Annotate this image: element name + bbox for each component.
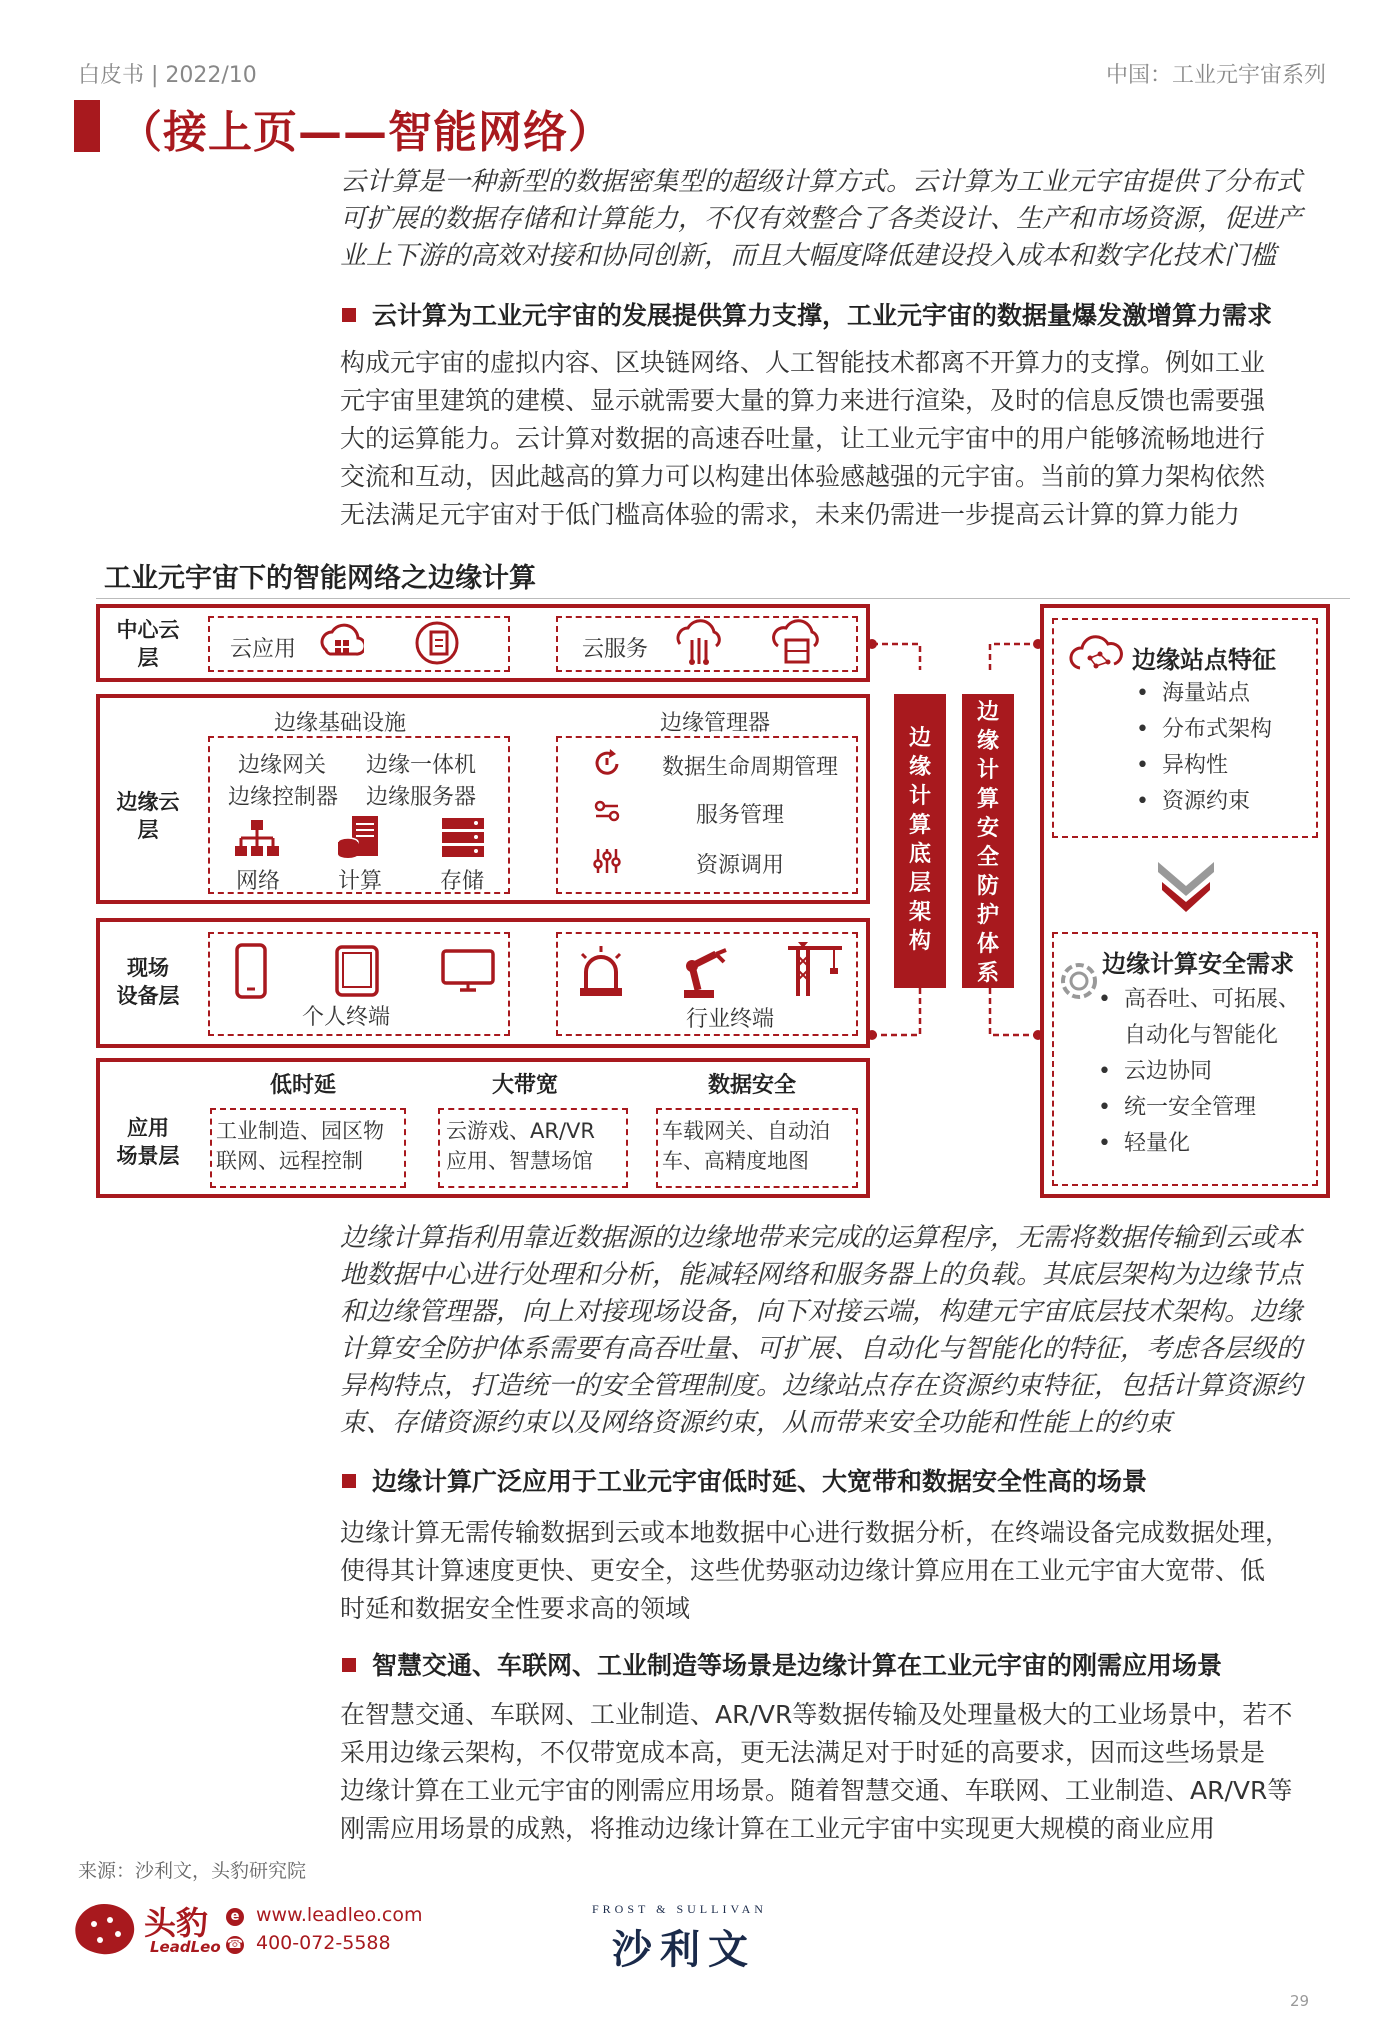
desc-line: 束、存储资源约束以及网络资源约束，从而带来安全功能和性能上的约束 [340, 1408, 1173, 1438]
vbar-char: 算 [908, 813, 931, 838]
security-need-item: 自动化与智能化 [1124, 1023, 1279, 1048]
mgr-item: 服务管理 [696, 803, 785, 828]
para-line: 元宇宙里建筑的建模、显示就需要大量的算力来进行渲染，及时的信息反馈也需要强 [340, 386, 1266, 415]
edge-cloud-icon [1068, 632, 1126, 676]
layer-label-line: 层 [137, 818, 159, 842]
para-line: 使得其计算速度更快、更安全，这些优势驱动边缘计算应用在工业元宇宙大宽带、低 [340, 1556, 1266, 1585]
bullet-heading-3 [342, 1646, 1222, 1682]
phone-number: 400-072-5588 [256, 1932, 391, 1954]
phone-icon: ☎ [226, 1937, 244, 1952]
vbar-char: 防 [976, 874, 999, 899]
app-col-title: 大带宽 [492, 1073, 559, 1098]
para-line: 无法满足元宇宙对于低门槛高体验的需求，未来仍需进一步提高云计算的算力能力 [340, 500, 1241, 529]
layer-label-line: 现场 [127, 956, 169, 980]
cloud-app-icon [318, 620, 364, 666]
security-needs-title: 边缘计算安全需求 [1102, 950, 1294, 978]
intro-line: 可扩展的数据存储和计算能力，不仅有效整合了各类设计、生产和市场资源，促进产 [340, 204, 1303, 234]
bullet-body-3 [340, 1696, 1350, 1848]
intro-line: 云计算是一种新型的数据密集型的超级计算方式。云计算为工业元宇宙提供了分布式 [340, 167, 1303, 197]
robot-arm-icon [676, 942, 732, 1000]
service-icon [592, 796, 622, 826]
vbar-char: 安 [976, 816, 999, 841]
cloud-doc-icon [412, 618, 462, 668]
storage-icon [440, 816, 486, 860]
security-need-item: • 统一安全管理 [1098, 1095, 1257, 1120]
center-cloud-label [100, 616, 196, 672]
fs-logo-cn: 沙利文 [612, 1927, 756, 1973]
vbar-char: 构 [908, 929, 931, 954]
infra-icon-label: 存储 [440, 869, 485, 894]
vbar-char: 底 [908, 842, 931, 867]
para-line: 大的运算能力。云计算对数据的高速吞吐量，让工业元宇宙中的用户能够流畅地进行 [340, 424, 1266, 453]
vbar-char: 全 [976, 845, 999, 870]
app-col-title: 数据安全 [708, 1073, 797, 1098]
security-need-item: • 高吞吐、可拓展、 [1098, 987, 1301, 1012]
bullet-heading-1 [342, 296, 1272, 332]
bullet-body-2 [340, 1514, 1350, 1628]
intro-text [340, 164, 1340, 275]
scenario-line: 工业制造、园区物 [216, 1119, 384, 1143]
cloud-service-label: 云服务 [582, 637, 649, 662]
para-line: 边缘计算无需传输数据到云或本地数据中心进行数据分析，在终端设备完成数据处理， [340, 1518, 1291, 1547]
bullet-square-icon [342, 1474, 356, 1488]
resource-icon [592, 846, 622, 876]
security-system-bar [962, 694, 1014, 988]
security-need-item: • 轻量化 [1098, 1131, 1191, 1156]
desc-line: 边缘计算指利用靠近数据源的边缘地带来完成的运算程序，无需将数据传输到云或本 [340, 1223, 1303, 1253]
app-col-title: 低时延 [270, 1073, 337, 1098]
diagram-title: 工业元宇宙下的智能网络之边缘计算 [104, 563, 536, 594]
industry-terminal-label: 行业终端 [686, 1007, 775, 1032]
cloud-network-icon [672, 618, 726, 668]
site-feature-item: • 资源约束 [1136, 789, 1251, 814]
para-line: 交流和互动，因此越高的算力可以构建出体验感越强的元宇宙。当前的算力架构依然 [340, 462, 1266, 491]
connector-lines [860, 630, 1060, 1050]
infra-icon-label: 计算 [338, 869, 383, 894]
chevron-down-icon [1156, 860, 1216, 914]
vbar-char: 算 [976, 787, 999, 812]
layer-label-line: 设备层 [116, 984, 180, 1008]
vbar-char: 体 [976, 932, 999, 957]
layer-label-line: 场景层 [116, 1144, 180, 1168]
vbar-char: 边 [908, 726, 931, 751]
website-link[interactable]: www.leadleo.com [256, 1904, 423, 1926]
cloud-app-label: 云应用 [230, 637, 297, 662]
site-features-title: 边缘站点特征 [1132, 646, 1276, 674]
fs-logo-text: FROST & SULLIVAN [592, 1902, 767, 1916]
site-feature-item: • 分布式架构 [1136, 717, 1273, 742]
layer-label-line: 边缘云 [116, 790, 180, 814]
vbar-char: 架 [908, 900, 931, 925]
personal-terminal-label: 个人终端 [302, 1005, 391, 1030]
site-feature-item: • 海量站点 [1136, 681, 1251, 706]
leadleo-leopard-logo [70, 1896, 140, 1960]
site-feature-item: • 异构性 [1136, 753, 1229, 778]
security-needs-list [1098, 982, 1300, 1162]
title-marker [74, 100, 100, 152]
app-scenario-text [216, 1116, 384, 1176]
intro-line: 业上下游的高效对接和协同创新，而且大幅度降低建设投入成本和数字化技术门槛 [340, 241, 1277, 271]
scenario-line: 联网、远程控制 [216, 1149, 363, 1173]
app-scenario-text [446, 1116, 595, 1176]
vbar-char: 边 [976, 700, 999, 725]
para-line: 边缘计算在工业元宇宙的刚需应用场景。随着智慧交通、车联网、工业制造、AR/VR等 [340, 1776, 1293, 1805]
vbar-char: 计 [908, 784, 931, 809]
app-label [100, 1114, 196, 1170]
desc-line: 异构特点，打造统一的安全管理制度。边缘站点存在资源约束特征，包括计算资源约 [340, 1371, 1303, 1401]
bullet-heading-text: 边缘计算广泛应用于工业元宇宙低时延、大宽带和数据安全性高的场景 [372, 1467, 1148, 1496]
layer-label-line: 层 [137, 646, 159, 670]
brand-cn: 头豹 [144, 1904, 209, 1942]
infra-title: 边缘基础设施 [274, 711, 407, 736]
mgr-item: 资源调用 [696, 853, 785, 878]
app-scenario-text [662, 1116, 830, 1176]
layer-label-line: 中心云 [116, 618, 180, 642]
mgr-item: 数据生命周期管理 [662, 755, 839, 780]
infra-item: 边缘一体机 [366, 753, 477, 778]
crane-icon [784, 940, 846, 998]
bullet-square-icon [342, 308, 356, 322]
scenario-line: 车载网关、自动泊 [662, 1119, 830, 1143]
vbar-char: 层 [908, 871, 931, 896]
bullet-body-1 [340, 344, 1350, 534]
header-left: 白皮书 | 2022/10 [78, 63, 257, 88]
vbar-char: 护 [976, 903, 999, 928]
cloud-server-icon [770, 618, 824, 668]
web-icon: e [226, 1908, 244, 1926]
alarm-light-icon [574, 944, 628, 998]
device-label [100, 954, 196, 1010]
infra-icon-label: 网络 [236, 869, 281, 894]
brand-en: LeadLeo [150, 1938, 221, 1956]
desc-line: 和边缘管理器，向上对接现场设备，向下对接云端，构建元宇宙底层技术架构。边缘 [340, 1297, 1303, 1327]
vbar-char: 计 [976, 758, 999, 783]
page-title: （接上页——智能网络） [118, 107, 613, 158]
infra-item: 边缘服务器 [366, 785, 477, 810]
bullet-heading-text: 智慧交通、车联网、工业制造等场景是边缘计算在工业元宇宙的刚需应用场景 [372, 1651, 1223, 1680]
para-line: 采用边缘云架构，不仅带宽成本高，更无法满足对于时延的高要求，因而这些场景是 [340, 1738, 1266, 1767]
edge-cloud-label [100, 788, 196, 844]
base-architecture-bar [894, 694, 946, 988]
infra-item: 边缘控制器 [228, 785, 339, 810]
vbar-char: 缘 [976, 729, 999, 754]
phone-icon [234, 942, 268, 1000]
compute-icon [336, 814, 382, 860]
desc-line: 计算安全防护体系需要有高吞吐量、可扩展、自动化与智能化的特征，考虑各层级的 [340, 1334, 1303, 1364]
para-line: 时延和数据安全性要求高的领域 [340, 1594, 691, 1623]
para-line: 刚需应用场景的成熟，将推动边缘计算在工业元宇宙中实现更大规模的商业应用 [340, 1814, 1216, 1843]
tablet-icon [334, 944, 380, 998]
source-note: 来源：沙利文，头豹研究院 [78, 1860, 307, 1882]
monitor-icon [440, 948, 496, 994]
site-features-list [1136, 676, 1272, 820]
scenario-line: 应用、智慧场馆 [446, 1149, 593, 1173]
layer-label-line: 应用 [127, 1116, 169, 1140]
infra-item: 边缘网关 [238, 753, 327, 778]
bullet-square-icon [342, 1658, 356, 1672]
para-line: 在智慧交通、车联网、工业制造、AR/VR等数据传输及处理量极大的工业场景中，若不 [340, 1700, 1293, 1729]
para-line: 构成元宇宙的虚拟内容、区块链网络、人工智能技术都离不开算力的支撑。例如工业 [340, 348, 1266, 377]
bullet-heading-2 [342, 1462, 1147, 1498]
mgr-title: 边缘管理器 [660, 711, 771, 736]
bullet-heading-text: 云计算为工业元宇宙的发展提供算力支撑，工业元宇宙的数据量爆发激增算力需求 [372, 301, 1273, 330]
network-icon [234, 818, 280, 860]
vbar-char: 系 [976, 961, 999, 986]
lifecycle-icon [592, 746, 622, 778]
scenario-line: 云游戏、AR/VR [446, 1119, 595, 1143]
security-need-item: • 云边协同 [1098, 1059, 1213, 1084]
header-right: 中国：工业元宇宙系列 [1105, 63, 1326, 88]
vbar-char: 缘 [908, 755, 931, 780]
edge-description [340, 1220, 1350, 1442]
divider [96, 598, 1350, 599]
desc-line: 地数据中心进行处理和分析，能减轻网络和服务器上的负载。其底层架构为边缘节点 [340, 1260, 1303, 1290]
scenario-line: 车、高精度地图 [662, 1149, 809, 1173]
page-number: 29 [1290, 1992, 1310, 2010]
